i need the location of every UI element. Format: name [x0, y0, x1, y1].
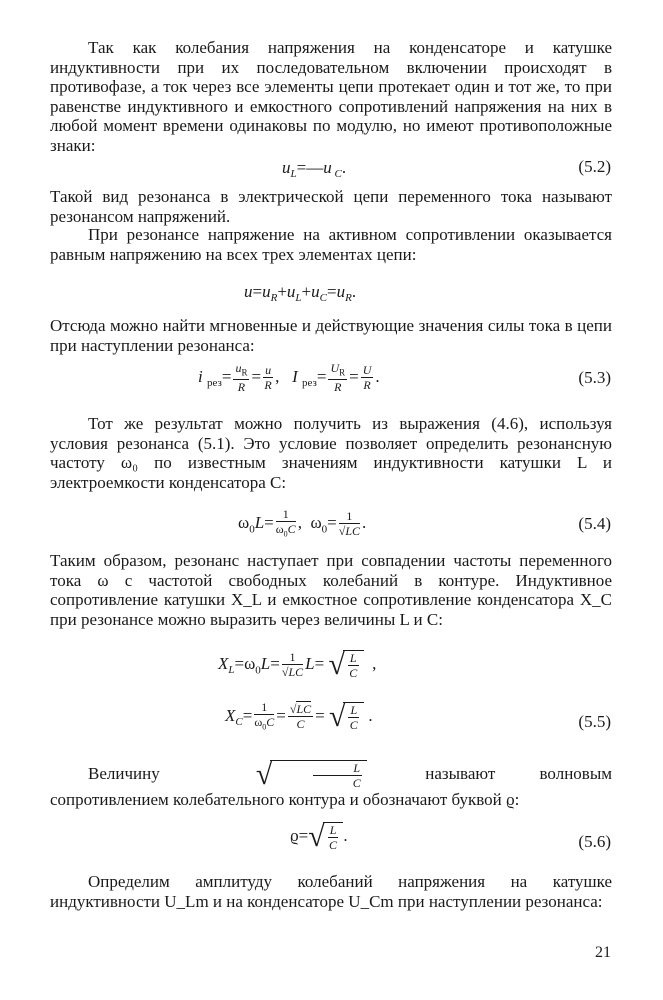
paragraph-series-voltage: Так как колебания напряжения на конденсаторе и катушке индуктивности при их последовательном включении происходят в противофазе, а ток через все элементы цепи протекает один и тот же, то при равенстве индуктивного и емкостного сопротивлений напряжения на них в любой момент времени одинаковы по модулю, но имеют противоположные знаки:	[50, 38, 612, 155]
paragraph-inductive-capacitive: Таким образом, резонанс наступает при совпадении частоты переменного тока ω с частотой свободных колебаний в контуре. Индуктивное сопротивление катушки X_L и емкостное сопротивление конденсатора X_C при резонансе можно выразить через величины L и C:	[50, 551, 612, 629]
wave-impedance-rest: называют волновым сопротивлением колебательного контура и обозначают буквой ϱ:	[50, 763, 612, 809]
wave-impedance-root: √ $\frac{L}{C}$	[218, 760, 367, 790]
equation-number-5-2: (5.2)	[578, 157, 611, 176]
equation-xl: $X_L=\omega_0L=$ $\frac{1}{√LC}$ L= √ $\frac{L}{C}$ ,	[218, 648, 377, 681]
paragraph-voltage-amplitude: Определим амплитуду колебаний напряжения на катушке индуктивности U_Lm и на конденсаторе U_Cm при наступлении резонанса:	[50, 872, 612, 911]
equation-voltage-sum: $u=u_R+u_L+u_C=u_R$.	[244, 282, 357, 304]
wave-impedance-lead: Величину	[88, 763, 160, 783]
equation-5-4: $\omega_0L=$ $\frac{1}{\omega_0C}$ , $\omega_0=$ $\frac{1}{√LC}$ .	[238, 507, 367, 539]
paragraph-active-resistance: При резонансе напряжение на активном сопротивлении оказывается равным напряжению на всех трех элементах цепи:	[50, 225, 612, 264]
equation-5-3: i $_{рез}$= $\frac{u_R}{R}$ = $\frac{u}{R}$ , I $_{рез}$= $\frac{U_R}{R}$ = $\frac{U}{R}$ .	[198, 361, 380, 395]
equation-xc: $X_C=$ $\frac{1}{\omega_0C}$ = $\frac{√LC}{C}$ = √ $\frac{L}{C}$ .	[225, 700, 373, 734]
paragraph-current-values: Отсюда можно найти мгновенные и действующие значения силы тока в цепи при наступлении резонанса:	[50, 316, 612, 355]
paragraph-voltage-resonance: Такой вид резонанса в электрической цепи переменного тока называют резонансом напряжений.	[50, 187, 612, 226]
equation-5-2: $u_L=—u$ $_C$.	[282, 158, 347, 180]
equation-number-5-4: (5.4)	[578, 514, 611, 533]
page-number: 21	[595, 944, 611, 961]
equation-number-5-5: (5.5)	[578, 712, 611, 731]
paragraph-resonance-frequency: Тот же результат можно получить из выражения (4.6), используя условия резонанса (5.1). Это условие позволяет определить резонансную частоту ω₀ по известным значениям индуктивности катушки L и электроемкости конденсатора C:	[50, 414, 612, 492]
equation-number-5-3: (5.3)	[578, 368, 611, 387]
equation-number-5-6: (5.6)	[578, 832, 611, 851]
paragraph-wave-impedance	[50, 760, 612, 810]
equation-5-6: ϱ=√ $\frac{L}{C}$ .	[290, 820, 348, 853]
